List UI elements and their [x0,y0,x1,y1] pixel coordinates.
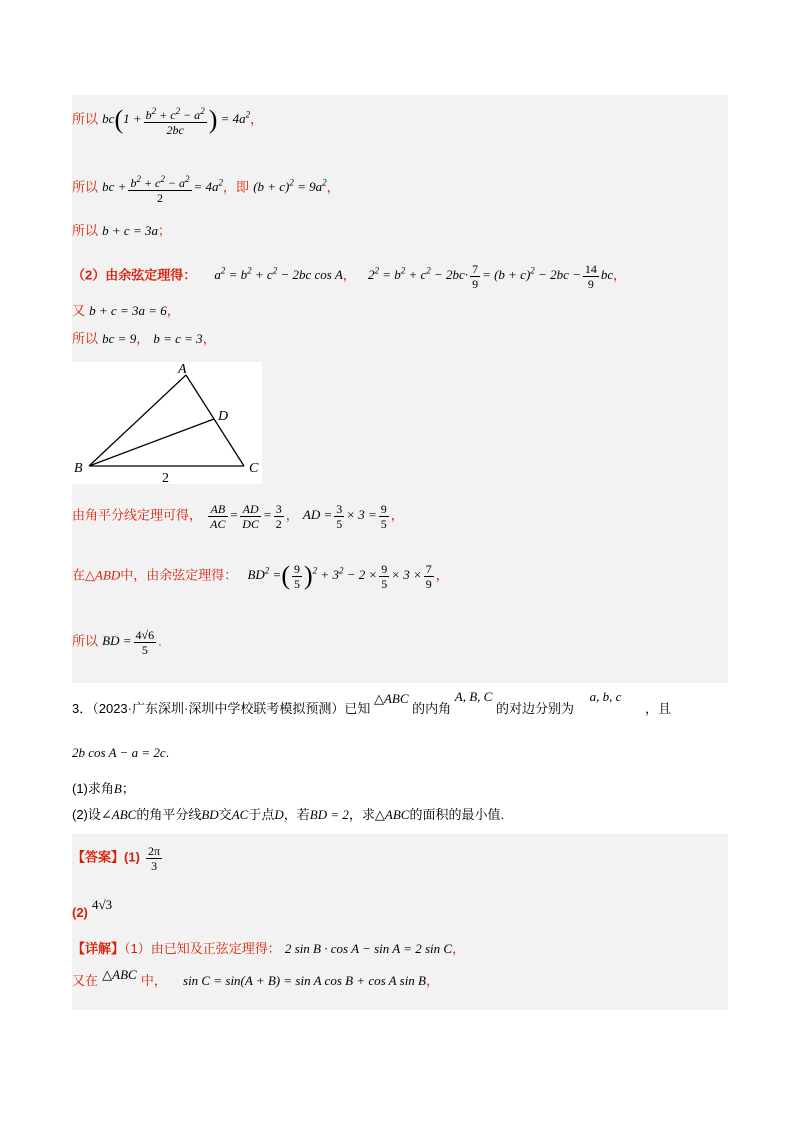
answer-part-2: (2) 4√3 [72,897,113,920]
question-3-condition: 2b cos A − a = 2c. [72,745,170,760]
solution-line-1: 所以 bc(1 + $\frac{b^2 + c^2 - a^2}{2bc}$ ) = $4a^2$， [72,105,264,137]
solution-line-5: 又 b + c = 3a = 6， [72,303,180,318]
question-3-part-1: (1)求角B； [72,781,135,796]
solution-line-7: 由角平分线定理可得， $\frac{AB}{AC}$ = $\frac{AD}{DC}$ = $\frac{3}{2}$ ， AD = $\frac{3}{5}$ × 3 = $\frac{9}{5}$ ， [72,502,404,531]
solution-line-6: 所以 bc = 9， b = c = 3， [72,331,216,346]
answer-part-1: 【答案】(1) $\frac{2\pi}{3}$ [72,844,161,873]
solution-line-9: 所以 BD = $\frac{4√6}{5}$ . [72,628,162,657]
vertex-b-label: B [74,461,83,476]
point-d-label: D [218,409,229,424]
question-3-stem: 3．（2023·广东深圳·深圳中学校联考模拟预测）已知 △ABC 的内角 A, B, C 的对边分别为 a, b, c ，且 [72,689,672,716]
triangle-diagram [72,362,262,484]
vertex-a-label: A [178,362,187,377]
solution-line-3: 所以 b + c = 3a； [72,223,171,238]
side-bc-length: 2 [162,471,169,484]
solution-line-8: 在△ABD中，由余弦定理得： $BD^2$ =( $\frac{9}{5}$ )$^2 + 3^2 - 2$ × $\frac{9}{5}$ × 3 × $\frac{7}{9}$ ， [72,561,449,591]
detail-line-2: 又在 △ABC 中， sin C = sin(A + B) = sin A cos B + cos A sin B， [72,967,440,988]
vertex-c-label: C [249,461,259,476]
solution-line-4: （2）由余弦定理得： $a^2 = b^2 + c^2 - 2bc$ cos A， $2^2 = b^2 + c^2 - 2bc\cdot$ $\frac{7}{9}$ = $(b + c)^2 - 2bc$ − $\frac{14}{9}$ bc， [72,262,627,291]
triangle-figure [72,362,262,484]
solution-line-2: 所以 bc + $\frac{b^2 + c^2 - a^2}{2}$ = $4a^2$，即 $(b + c)^2 = 9a^2$， [72,174,340,205]
detail-line-1: 【详解】（1）由已知及正弦定理得： 2 sin B · cos A − sin A = 2 sin C， [72,941,466,956]
question-3-part-2: (2)设∠ABC的角平分线BD交AC于点D，若BD = 2，求△ABC的面积的最小值. [72,807,505,822]
